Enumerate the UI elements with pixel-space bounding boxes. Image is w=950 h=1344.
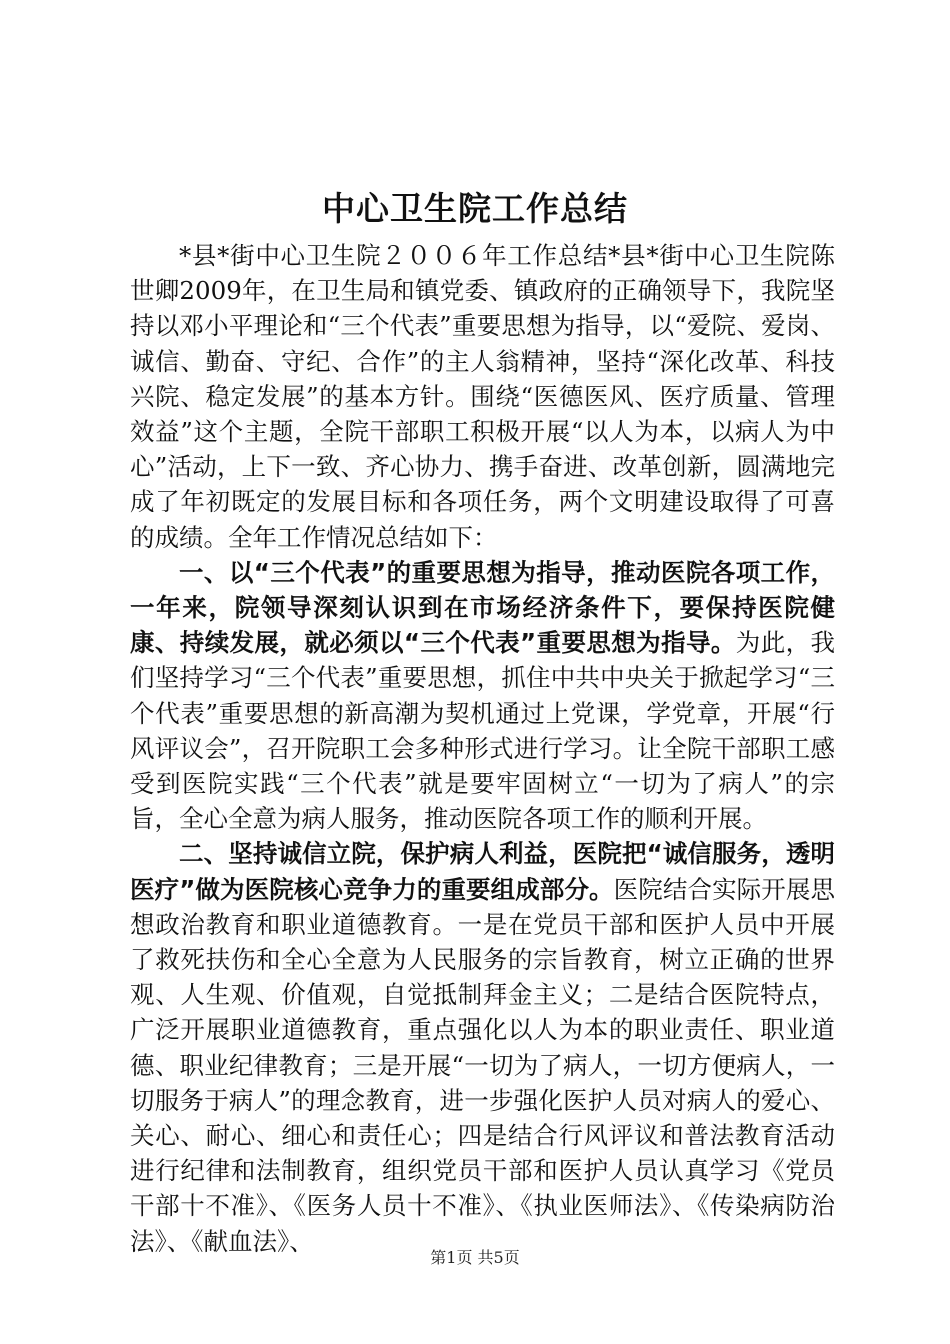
paragraph-intro	[130, 238, 835, 555]
paragraph-intro-text: *县*街中心卫生院２００６年工作总结*县*街中心卫生院陈世卿2009年，在卫生局和镇党委、镇政府的正确领导下，我院坚持以邓小平理论和“三个代表”重要思想为指导，以“爱院、爱岗、诚信、勤奋、守纪、合作”的主人翁精神，坚持“深化改革、科技兴院、稳定发展”的基本方针。围绕“医德医风、医疗质量、管理效益”这个主题，全院干部职工积极开展“以人为本，以病人为中心”活动，上下一致、齐心协力、携手奋进、改革创新，圆满地完成了年初既定的发展目标和各项任务，两个文明建设取得了可喜的成绩。全年工作情况总结如下：	[130, 241, 835, 552]
paragraph-section-one	[130, 555, 835, 837]
page-number-footer: 第1页 共5页	[430, 1248, 520, 1267]
section-two-heading: 二、坚持诚信立院，保护病人利益，医院把“诚信服务，透明医疗”做为医院核心竞争力的重要组成部分。	[130, 839, 835, 904]
section-two-text: 医院结合实际开展思想政治教育和职业道德教育。一是在党员干部和医护人员中开展了救死扶伤和全心全意为人民服务的宗旨教育，树立正确的世界观、人生观、价值观，自觉抵制拜金主义；二是结合医院特点，广泛开展职业道德教育，重点强化以人为本的职业责任、职业道德、职业纪律教育；三是开展“一切为了病人，一切方便病人，一切服务于病人”的理念教育，进一步强化医护人员对病人的爱心、关心、耐心、细心和责任心；四是结合行风评议和普法教育活动进行纪律和法制教育，组织党员干部和医护人员认真学习《党员干部十不准》、《医务人员十不准》、《执业医师法》、《传染病防治法》、《献血法》、	[130, 874, 835, 1256]
document-body	[130, 238, 835, 1259]
paragraph-section-two	[130, 836, 835, 1258]
document-title: 中心卫生院工作总结	[322, 189, 628, 228]
section-one-heading: 一、以“三个代表”的重要思想为指导，推动医院各项工作，一年来，院领导深刻认识到在市场经济条件下，要保持医院健康、持续发展，就必须以“三个代表”重要思想为指导。	[130, 557, 835, 658]
section-one-text: 为此，我们坚持学习“三个代表”重要思想，抓住中共中央关于掀起学习“三个代表”重要思想的新高潮为契机通过上党课，学党章，开展“行风评议会”，召开院职工会多种形式进行学习。让全院干部职工感受到医院实践“三个代表”就是要牢固树立“一切为了病人”的宗旨，全心全意为病人服务，推动医院各项工作的顺利开展。	[130, 628, 836, 834]
